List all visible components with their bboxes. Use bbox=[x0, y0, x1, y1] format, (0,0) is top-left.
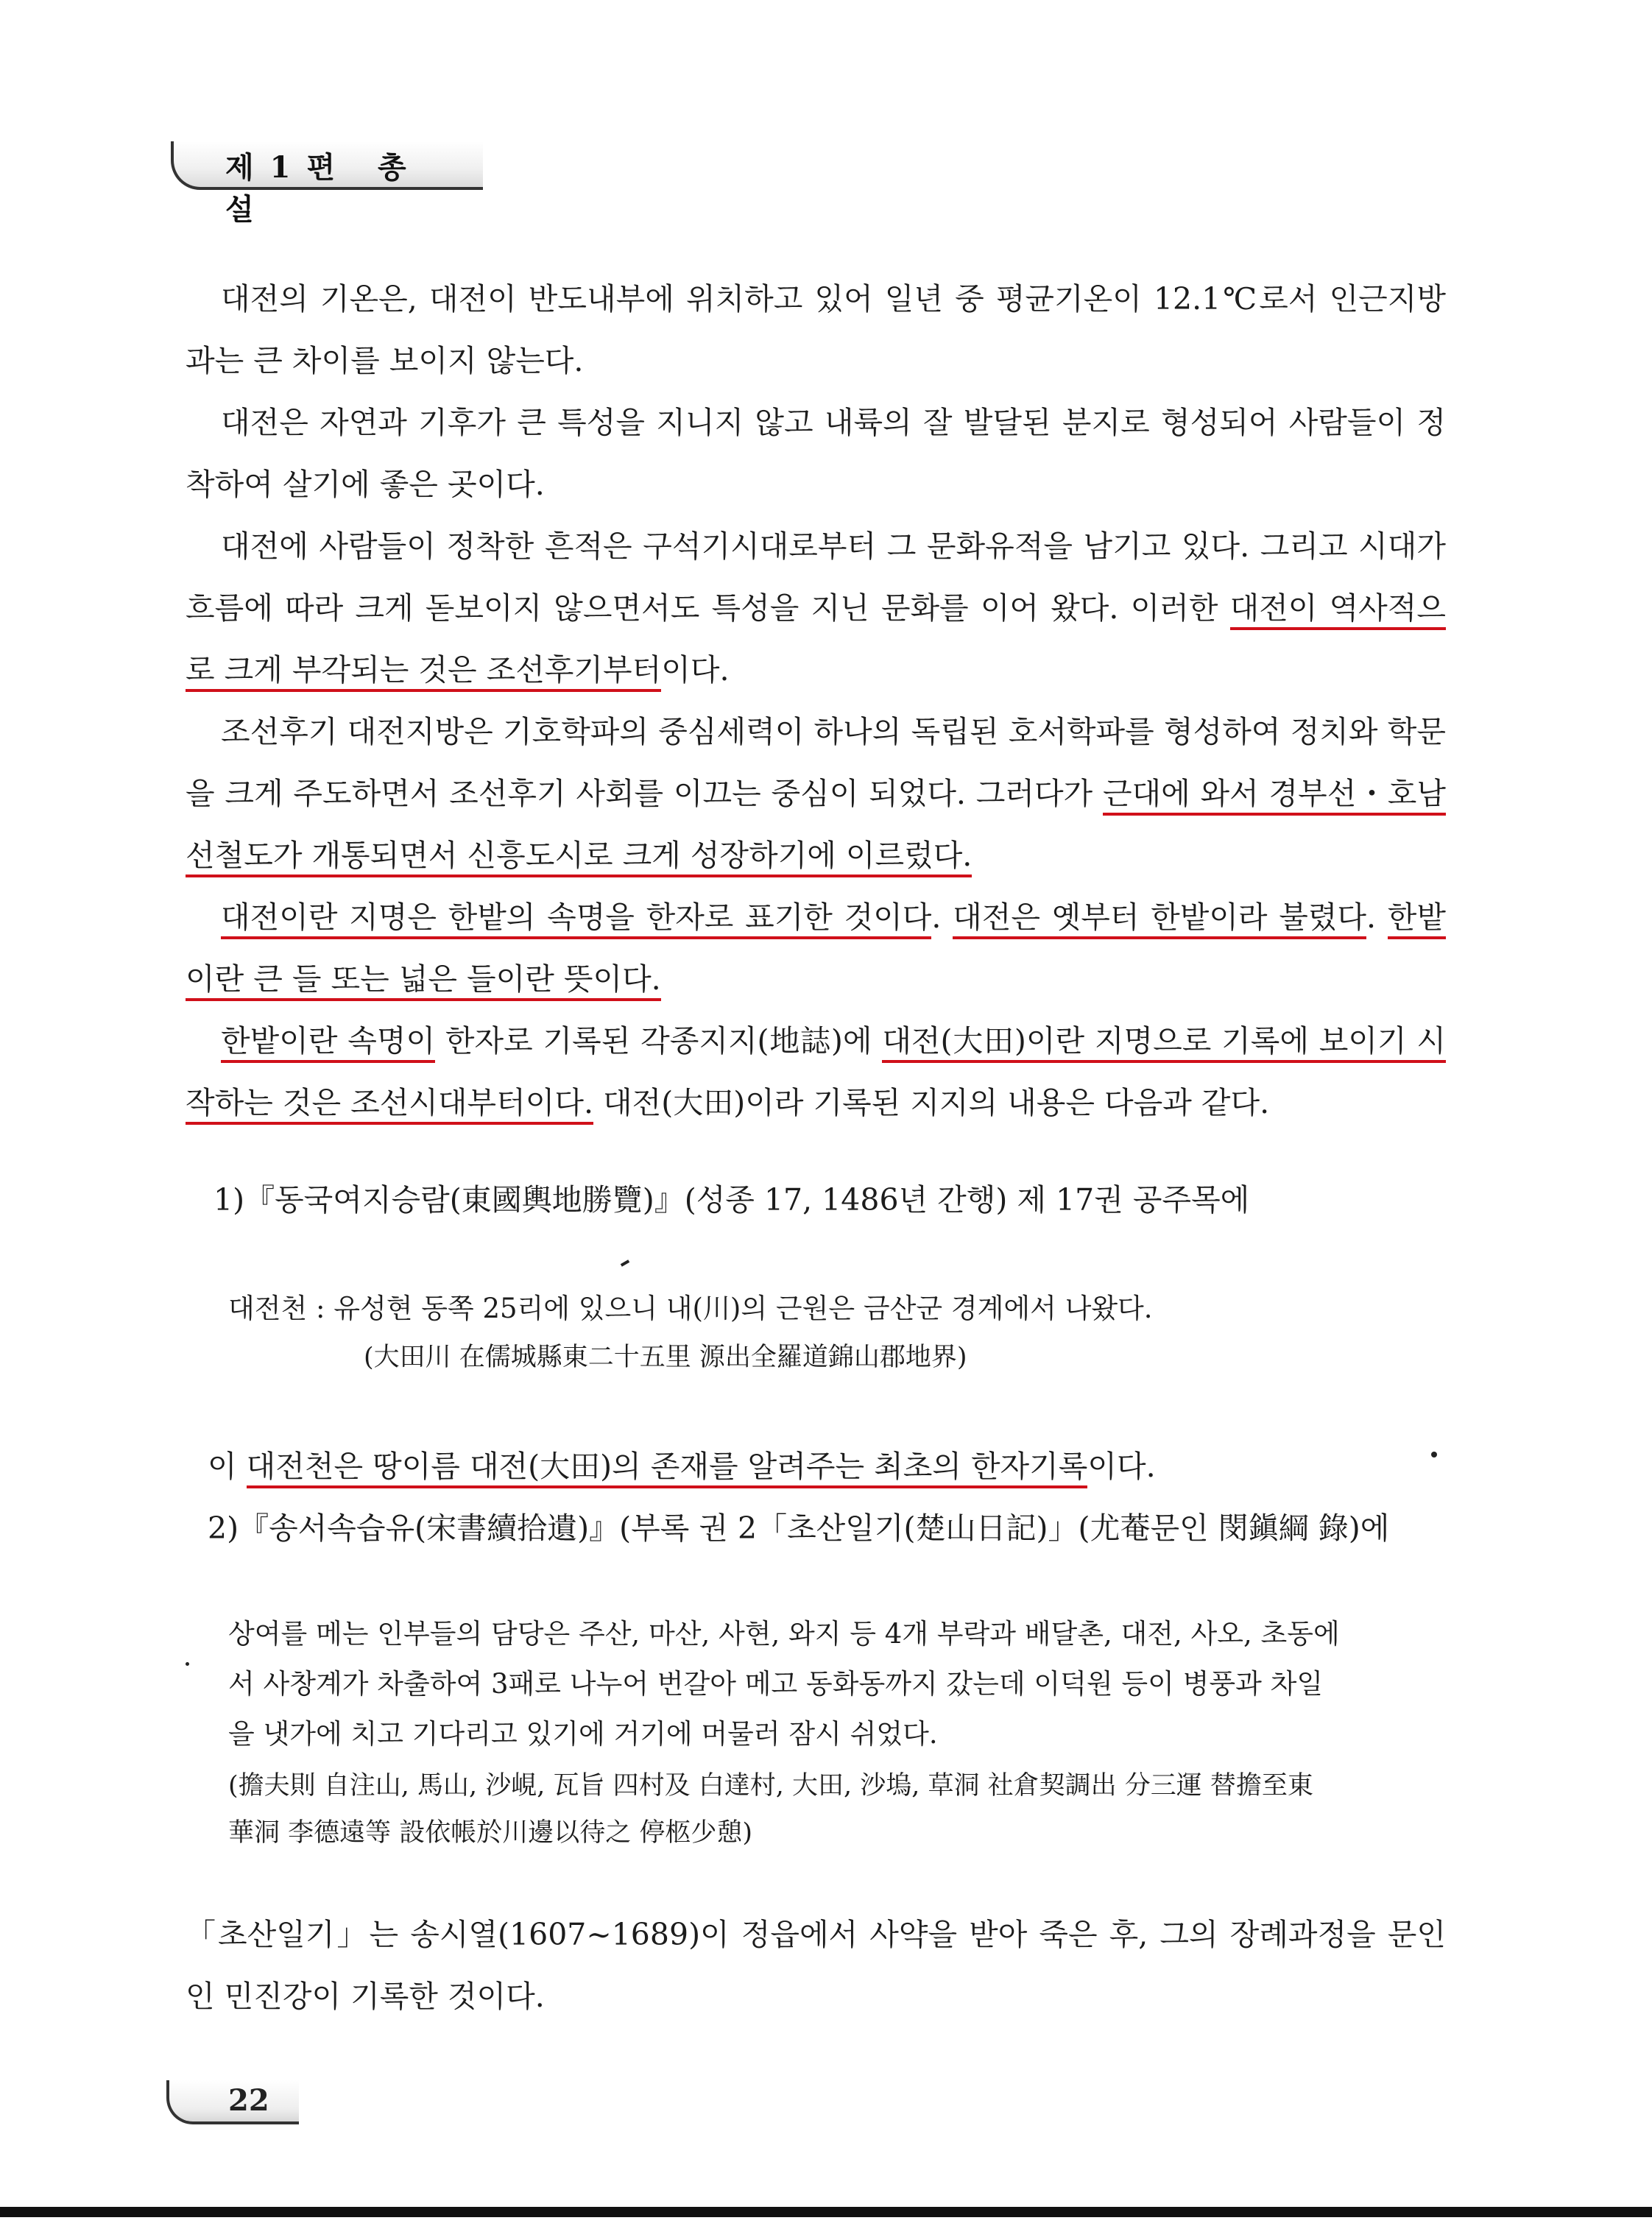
scan-mark bbox=[1431, 1452, 1437, 1458]
underlined-highlight: 대전천은 땅이름 대전(大田)의 존재를 알려주는 최초의 한자기록 bbox=[247, 1449, 1088, 1488]
chapter-title: 제1편 총 설 bbox=[225, 150, 423, 227]
underlined-highlight: 근대에 와서 경부선・호남선철도가 개통되면서 신흥도시로 크게 성장하기에 이르렀다. bbox=[186, 776, 1446, 877]
paragraph-history-end: 이다. bbox=[661, 652, 730, 688]
underlined-highlight: 한밭이란 큰 들 또는 넓은 들이란 뜻이다. bbox=[186, 900, 1446, 1001]
page-footer bbox=[166, 2080, 299, 2124]
paragraph-climate: 대전의 기온은, 대전이 반도내부에 위치하고 있어 일년 중 평균기온이 12.1℃로서 인근지방과는 큰 차이를 보이지 않는다. bbox=[186, 281, 1446, 378]
quote-line: (擔夫則 自注山, 馬山, 沙峴, 瓦旨 四村及 白達村, 大田, 沙塢, 草洞 社倉契調出 分三運 替擔至東 bbox=[228, 1771, 1313, 1801]
page-bottom-edge bbox=[0, 2207, 1652, 2217]
note-first-record-start: 이 bbox=[208, 1449, 247, 1484]
quote-line: 상여를 메는 인부들의 담당은 주산, 마산, 사현, 와지 등 4개 부락과 배달촌, 대전, 사오, 초동에 bbox=[228, 1618, 1340, 1650]
paragraph-name-origin bbox=[186, 886, 1446, 1010]
paragraph-history bbox=[186, 515, 1446, 701]
underlined-highlight: 대전이 역사적으로 크게 부각되는 것은 조선후기부터 bbox=[186, 590, 1446, 692]
scan-mark bbox=[186, 1662, 189, 1666]
paragraph-chosan-diary: 「초산일기」는 송시열(1607∼1689)이 정읍에서 사약을 받아 죽은 후, 그의 장례과정을 문인인 민진강이 기록한 것이다. bbox=[186, 1917, 1446, 2014]
quote-line: 華洞 李德遠等 設依帳於川邊以待之 停柩少憩) bbox=[228, 1818, 753, 1848]
quote-line: 서 사창계가 차출하여 3패로 나누어 번갈아 메고 동화동까지 갔는데 이덕원 등이 병풍과 차일 bbox=[228, 1668, 1324, 1700]
separator-text: . bbox=[1366, 900, 1388, 935]
paragraph-records-text: 한자로 기록된 각종지지(地誌)에 bbox=[435, 1023, 883, 1059]
quote-1-korean: 대전천 : 유성현 동쪽 25리에 있으니 내(川)의 근원은 금산군 경계에서 나왔다. bbox=[228, 1293, 1153, 1324]
paragraph-history-text: 대전에 사람들이 정착한 흔적은 구석기시대로부터 그 문화유적을 남기고 있다. 그리고 시대가 흐름에 따라 크게 돋보이지 않으면서도 특성을 지닌 문화를 이어 왔다. 이러한 bbox=[186, 529, 1446, 626]
quote-1-hanja: (大田川 在儒城縣東二十五里 源出全羅道錦山郡地界) bbox=[364, 1343, 967, 1372]
underlined-highlight: 대전은 옛부터 한밭이라 불렸다 bbox=[953, 900, 1366, 939]
underlined-highlight: 대전(大田)이란 지명으로 기록에 보이기 시작하는 것은 조선시대부터이다. bbox=[186, 1023, 1446, 1125]
page-number: 22 bbox=[228, 2083, 269, 2118]
paragraph-joseon-text: 조선후기 대전지방은 기호학파의 중심세력이 하나의 독립된 호서학파를 형성하여 정치와 학문을 크게 주도하면서 조선후기 사회를 이끄는 중심이 되었다. 그러다가 bbox=[186, 714, 1446, 811]
underlined-highlight: 한밭이란 속명이 bbox=[221, 1023, 435, 1063]
paragraph-records-end: 대전(大田)이라 기록된 지지의 내용은 다음과 같다. bbox=[593, 1085, 1270, 1120]
paragraph-basin: 대전은 자연과 기후가 큰 특성을 지니지 않고 내륙의 잘 발달된 분지로 형성되어 사람들이 정착하여 살기에 좋은 곳이다. bbox=[186, 405, 1446, 502]
paragraph-joseon bbox=[186, 701, 1446, 886]
underlined-highlight: 대전이란 지명은 한밭의 속명을 한자로 표기한 것이다 bbox=[221, 900, 931, 939]
note-first-record-end: 이다. bbox=[1087, 1449, 1156, 1484]
paragraph-records bbox=[186, 1010, 1446, 1134]
chapter-header bbox=[171, 141, 483, 227]
note-first-record bbox=[208, 1444, 1156, 1488]
quote-line: 을 냇가에 치고 기다리고 있기에 거기에 머물러 잠시 쉬었다. bbox=[228, 1718, 938, 1750]
scan-mark bbox=[621, 1259, 629, 1266]
source-item-2: 2)『송서속습유(宋書續拾遺)』(부록 권 2「초산일기(楚山日記)」(尤菴문인 閔鎭綱 錄)에 bbox=[208, 1510, 1390, 1546]
source-item-1: 1)『동국여지승람(東國輿地勝覽)』(성종 17, 1486년 간행) 제 17권 공주목에 bbox=[213, 1182, 1250, 1218]
separator-text: . bbox=[931, 900, 953, 935]
